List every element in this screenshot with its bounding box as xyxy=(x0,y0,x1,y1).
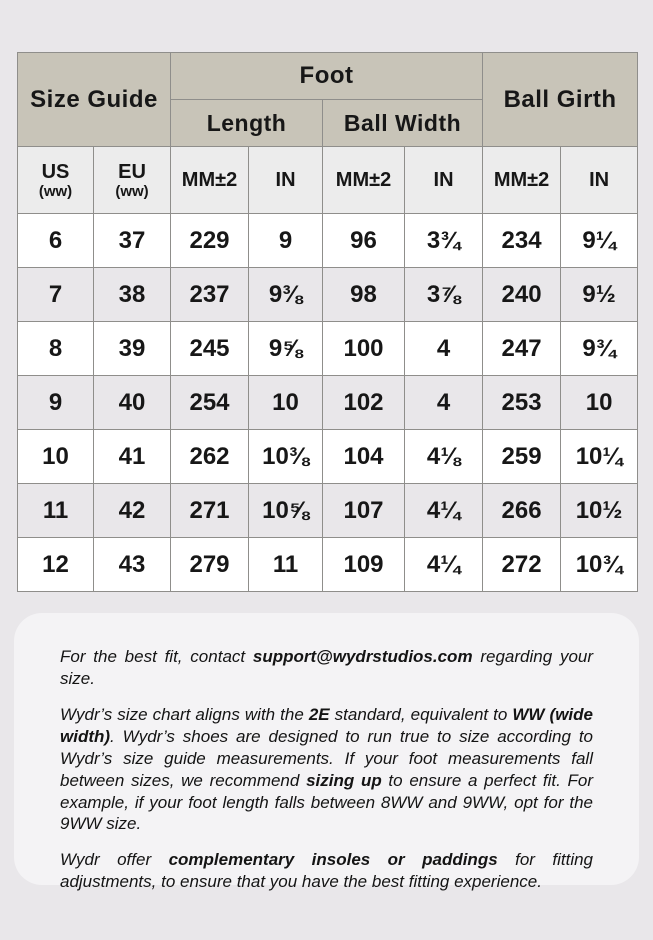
table-cell: 4⅛ xyxy=(405,430,483,484)
size-table-body xyxy=(18,214,638,592)
footer-text: regarding your size. xyxy=(60,647,594,688)
table-cell: 271 xyxy=(171,484,249,538)
length-header: Length xyxy=(171,100,323,147)
table-cell: 9 xyxy=(18,376,94,430)
table-row xyxy=(18,484,638,538)
header-band-row xyxy=(18,53,638,100)
table-cell: 109 xyxy=(323,538,405,592)
table-cell: 10¾ xyxy=(561,538,638,592)
table-cell: 11 xyxy=(249,538,323,592)
column-label: EU xyxy=(118,160,146,183)
table-cell: 4 xyxy=(405,322,483,376)
footer-card xyxy=(14,613,639,892)
footer-text: Wydr’s size chart aligns with the xyxy=(60,704,309,724)
column-header-ballgirth-mm: MM±2 xyxy=(483,147,561,214)
table-row xyxy=(18,214,638,268)
footer-text: for fitting adjustments, to ensure that you have the best fitting experience. xyxy=(60,850,594,892)
table-row xyxy=(18,376,638,430)
table-cell: 38 xyxy=(94,268,171,322)
table-cell: 100 xyxy=(323,322,405,376)
footer-text: standard, equivalent to xyxy=(329,704,513,724)
table-cell: 262 xyxy=(171,430,249,484)
table-cell: 245 xyxy=(171,322,249,376)
table-cell: 4¼ xyxy=(405,484,483,538)
table-row xyxy=(18,268,638,322)
table-cell: 10½ xyxy=(561,484,638,538)
table-cell: 254 xyxy=(171,376,249,430)
table-cell: 12 xyxy=(18,538,94,592)
column-header-eu xyxy=(94,147,171,214)
table-cell: 234 xyxy=(483,214,561,268)
table-cell: 41 xyxy=(94,430,171,484)
table-cell: 8 xyxy=(18,322,94,376)
footer-text: to ensure a perfect fit. For example, if your foot length falls between 8WW and 9WW, opt for the 9WW size. xyxy=(60,770,594,834)
column-header-length-in: IN xyxy=(249,147,323,214)
table-cell: 10 xyxy=(561,376,638,430)
size-guide-table xyxy=(17,52,638,592)
table-cell: 40 xyxy=(94,376,171,430)
column-header-ballwidth-in: IN xyxy=(405,147,483,214)
column-header-us xyxy=(18,147,94,214)
column-header-row xyxy=(18,147,638,214)
foot-header: Foot xyxy=(171,53,483,100)
table-cell: 272 xyxy=(483,538,561,592)
footer-text: Wydr offer xyxy=(60,850,169,870)
table-cell: 102 xyxy=(323,376,405,430)
table-cell: 42 xyxy=(94,484,171,538)
table-cell: 43 xyxy=(94,538,171,592)
table-row xyxy=(18,322,638,376)
table-cell: 229 xyxy=(171,214,249,268)
table-cell: 98 xyxy=(323,268,405,322)
table-cell: 7 xyxy=(18,268,94,322)
table-cell: 247 xyxy=(483,322,561,376)
table-cell: 266 xyxy=(483,484,561,538)
table-cell: 10¼ xyxy=(561,430,638,484)
table-cell: 39 xyxy=(94,322,171,376)
table-cell: 10⅜ xyxy=(249,430,323,484)
column-sublabel: (ww) xyxy=(115,182,149,200)
table-cell: 240 xyxy=(483,268,561,322)
table-cell: 10⅝ xyxy=(249,484,323,538)
table-cell: 10 xyxy=(249,376,323,430)
footer-paragraphs xyxy=(60,646,593,893)
table-cell: 37 xyxy=(94,214,171,268)
table-cell: 9⅜ xyxy=(249,268,323,322)
table-cell: 107 xyxy=(323,484,405,538)
footer-text-bold: sizing up xyxy=(306,770,382,790)
column-label: US xyxy=(41,160,70,183)
table-cell: 4 xyxy=(405,376,483,430)
footer-paragraph xyxy=(60,704,593,836)
footer-text: . Wydr’s shoes are designed to run true to size according to Wydr’s size guide measurements. If your foot measurements fall between sizes, we recommend xyxy=(60,726,593,790)
footer-text-bold: complementary insoles or paddings xyxy=(168,850,498,870)
table-cell: 253 xyxy=(483,376,561,430)
ball-girth-header: Ball Girth xyxy=(483,53,638,147)
table-cell: 4¼ xyxy=(405,538,483,592)
table-cell: 6 xyxy=(18,214,94,268)
table-cell: 237 xyxy=(171,268,249,322)
column-sublabel: (ww) xyxy=(38,182,73,200)
table-cell: 3¾ xyxy=(405,214,483,268)
table-cell: 9 xyxy=(249,214,323,268)
table-cell: 279 xyxy=(171,538,249,592)
ball-width-header: Ball Width xyxy=(323,100,483,147)
footer-text-bold: 2E xyxy=(308,704,330,724)
column-header-ballwidth-mm: MM±2 xyxy=(323,147,405,214)
table-cell: 259 xyxy=(483,430,561,484)
column-header-length-mm: MM±2 xyxy=(171,147,249,214)
footer-text-bold: support@wydrstudios.com xyxy=(252,647,473,666)
column-header-ballgirth-in: IN xyxy=(561,147,638,214)
footer-paragraph xyxy=(60,849,593,893)
table-cell: 104 xyxy=(323,430,405,484)
footer-text: For the best fit, contact xyxy=(60,647,253,666)
table-cell: 9⅝ xyxy=(249,322,323,376)
size-guide-header: Size Guide xyxy=(18,53,171,147)
table-cell: 9¼ xyxy=(561,214,638,268)
footer-paragraph xyxy=(60,646,593,690)
table-cell: 9¾ xyxy=(561,322,638,376)
table-row xyxy=(18,538,638,592)
table-cell: 96 xyxy=(323,214,405,268)
table-row xyxy=(18,430,638,484)
footer-text-bold: WW (wide width) xyxy=(60,704,593,746)
table-cell: 11 xyxy=(18,484,94,538)
table-cell: 9½ xyxy=(561,268,638,322)
table-cell: 3⅞ xyxy=(405,268,483,322)
table-cell: 10 xyxy=(18,430,94,484)
